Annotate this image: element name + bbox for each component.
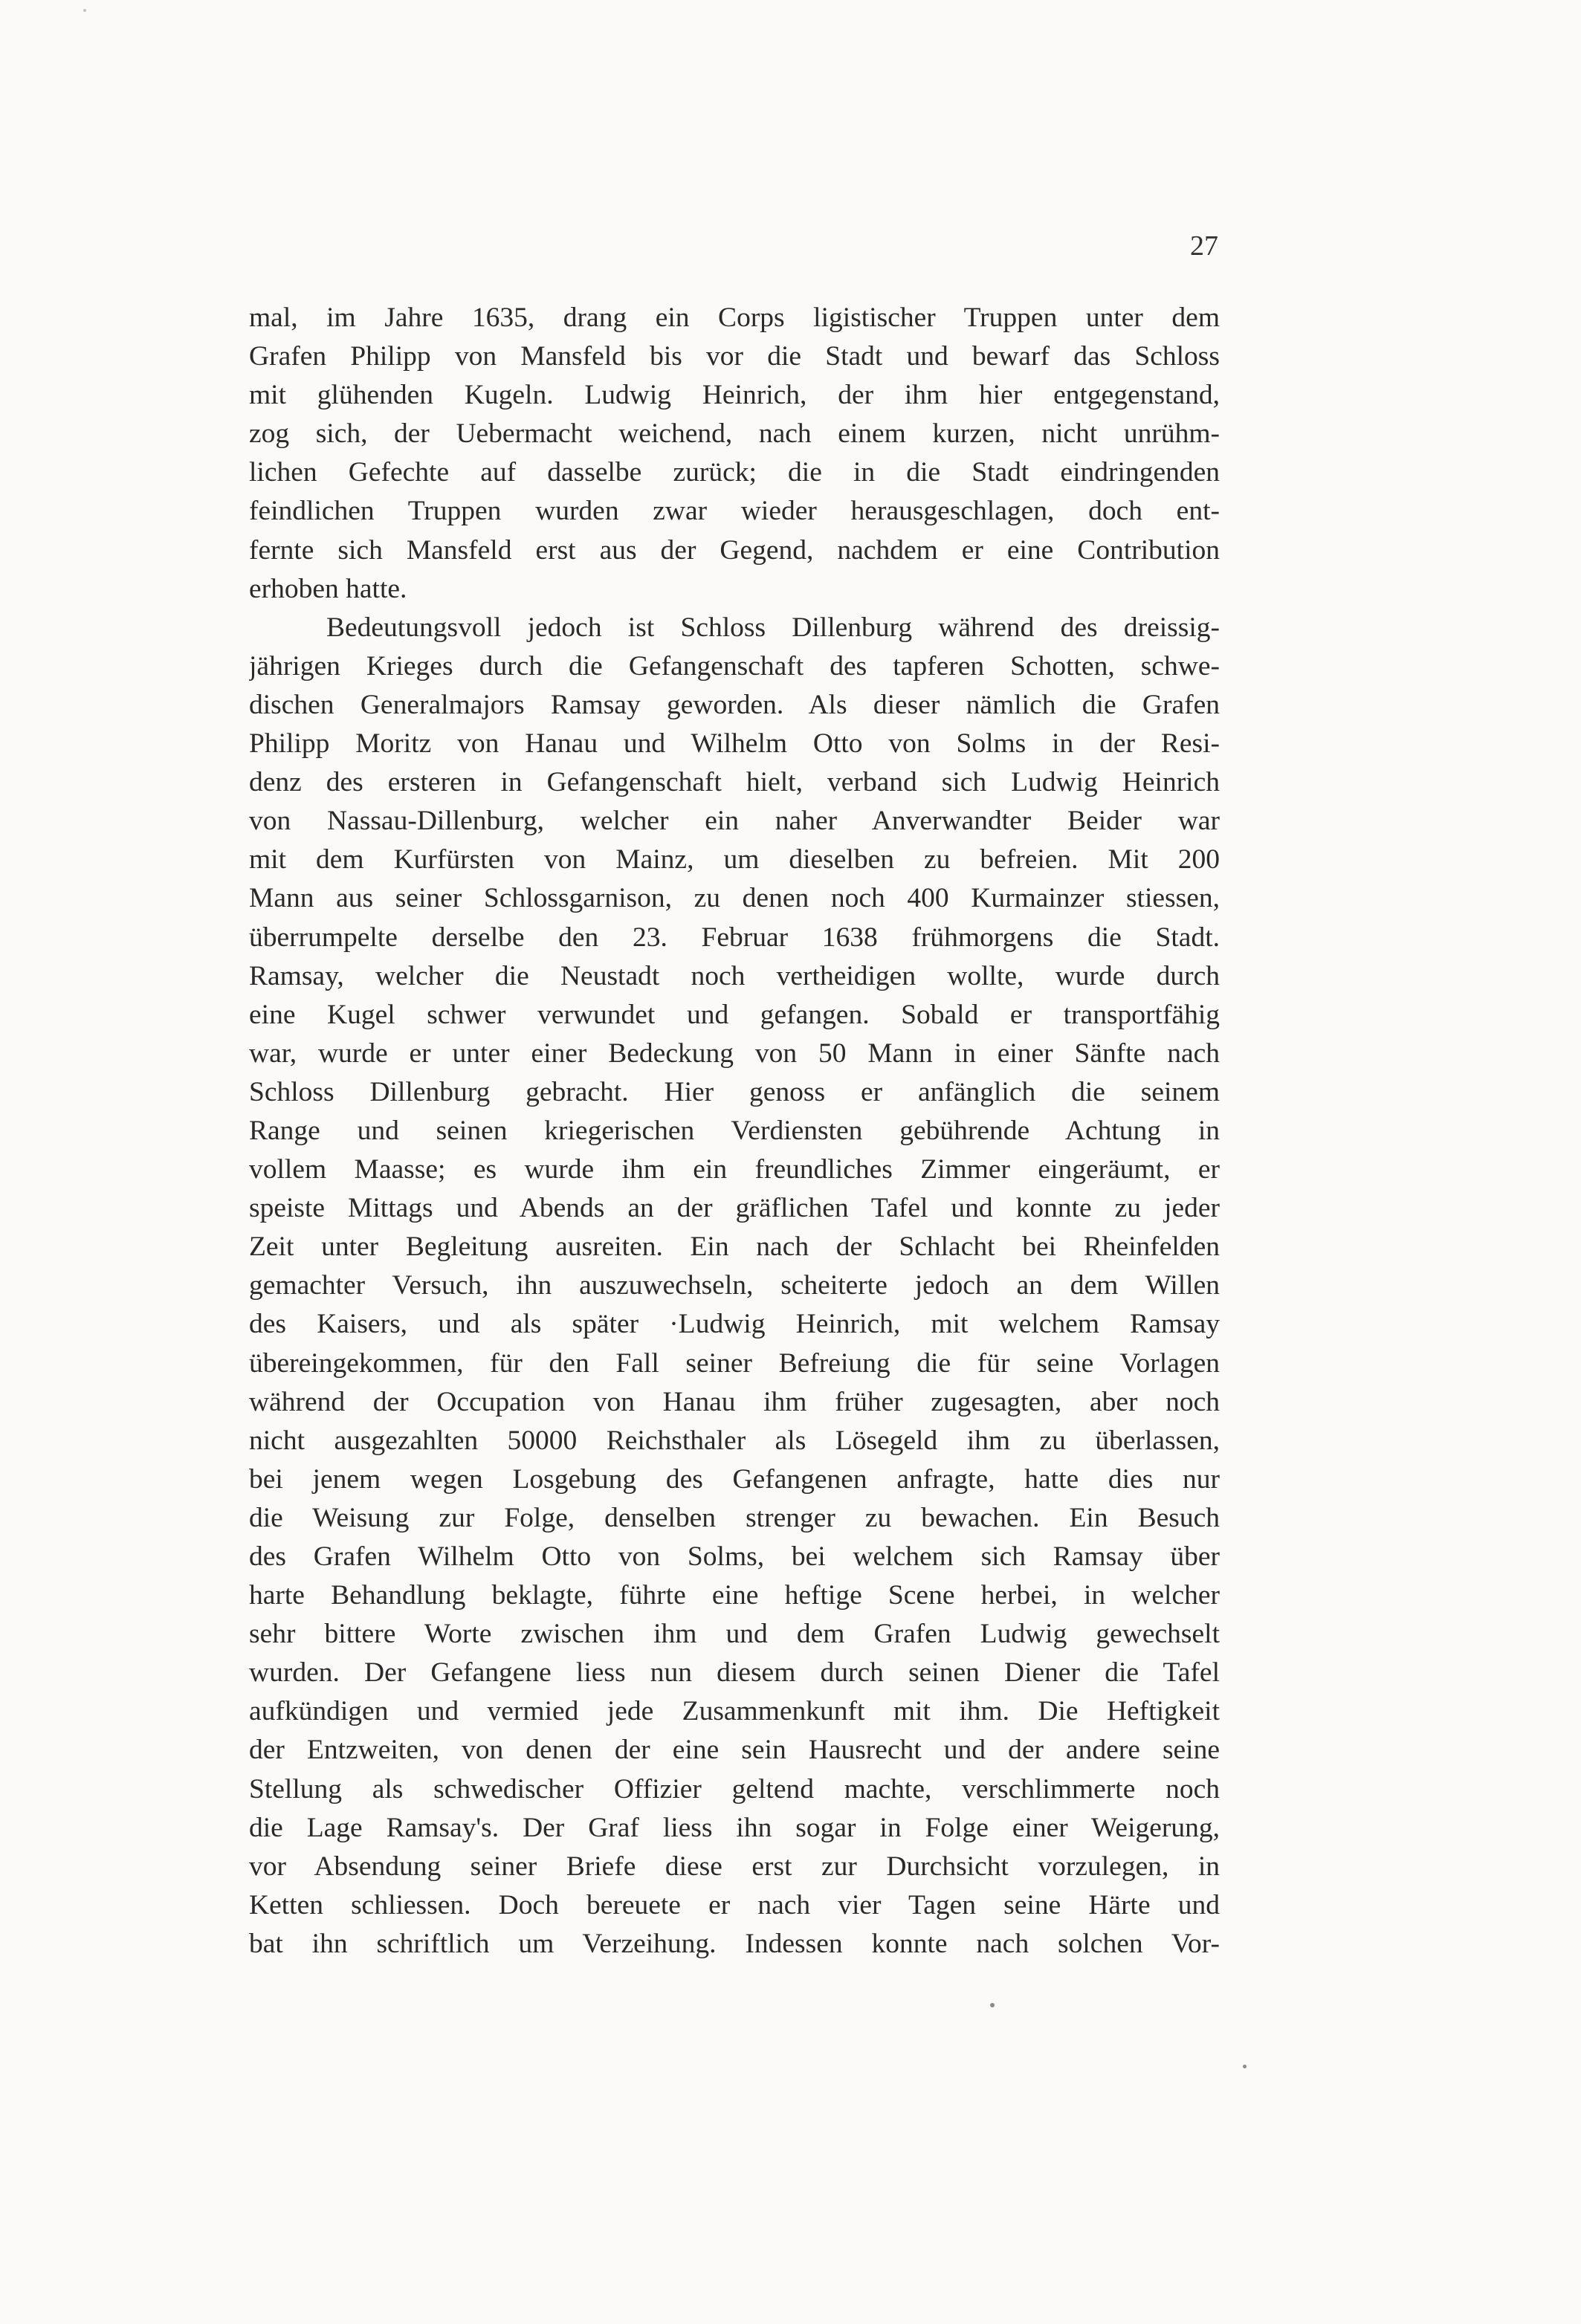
text-line: die Weisung zur Folge, denselben strenger zu bewachen. Ein Besuch (249, 1502, 1220, 1533)
scan-speck (1243, 2065, 1247, 2068)
text-line: überrumpelte derselbe den 23. Februar 1638 frühmorgens die Stadt. (249, 922, 1220, 953)
text-line: bat ihn schriftlich um Verzeihung. Indessen konnte nach solchen Vor- (249, 1928, 1220, 1959)
text-line: Range und seinen kriegerischen Verdiensten gebührende Achtung in (249, 1115, 1220, 1146)
text-line: übereingekommen, für den Fall seiner Befreiung die für seine Vorlagen (249, 1347, 1220, 1379)
text-line: harte Behandlung beklagte, führte eine heftige Scene herbei, in welcher (249, 1580, 1220, 1611)
text-line: mit dem Kurfürsten von Mainz, um dieselben zu befreien. Mit 200 (249, 844, 1220, 875)
text-line: Stellung als schwedischer Offizier geltend machte, verschlimmerte noch (249, 1773, 1220, 1805)
text-line: Zeit unter Begleitung ausreiten. Ein nach der Schlacht bei Rheinfelden (249, 1231, 1220, 1263)
text-line: mal, im Jahre 1635, drang ein Corps ligistischer Truppen unter dem (249, 302, 1220, 333)
text-line: Ramsay, welcher die Neustadt noch vertheidigen wollte, wurde durch (249, 960, 1220, 991)
text-line: denz des ersteren in Gefangenschaft hielt, verband sich Ludwig Heinrich (249, 767, 1220, 798)
text-line: wurden. Der Gefangene liess nun diesem durch seinen Diener die Tafel (249, 1657, 1220, 1689)
text-line: war, wurde er unter einer Bedeckung von 50 Mann in einer Sänfte nach (249, 1038, 1220, 1069)
scan-speck (990, 2003, 995, 2007)
text-line: dischen Generalmajors Ramsay geworden. Als dieser nämlich die Grafen (249, 689, 1220, 720)
text-line: vollem Maasse; es wurde ihm ein freundliches Zimmer eingeräumt, er (249, 1154, 1220, 1185)
text-line: Mann aus seiner Schlossgarnison, zu denen noch 400 Kurmainzer stiessen, (249, 883, 1220, 914)
text-line: bei jenem wegen Losgebung des Gefangenen anfragte, hatte dies nur (249, 1463, 1220, 1495)
text-line: des Kaisers, und als später ·Ludwig Heinrich, mit welchem Ramsay (249, 1309, 1220, 1340)
text-line: fernte sich Mansfeld erst aus der Gegend, nachdem er eine Contribution (249, 534, 1220, 566)
text-line: Grafen Philipp von Mansfeld bis vor die Stadt und bewarf das Schloss (249, 341, 1220, 372)
text-line: Philipp Moritz von Hanau und Wilhelm Otto von Solms in der Resi- (249, 728, 1220, 760)
page-number: 27 (1190, 230, 1218, 262)
paragraph-end-line: erhoben hatte. (249, 573, 407, 604)
paragraph-start-line: Bedeutungsvoll jedoch ist Schloss Dillenburg während des dreissig- (326, 612, 1220, 643)
body-text (249, 299, 1220, 1964)
text-line: des Grafen Wilhelm Otto von Solms, bei welchem sich Ramsay über (249, 1541, 1220, 1572)
text-line: lichen Gefechte auf dasselbe zurück; die in die Stadt eindringenden (249, 457, 1220, 488)
text-line: eine Kugel schwer verwundet und gefangen. Sobald er transportfähig (249, 999, 1220, 1030)
text-line: jährigen Krieges durch die Gefangenschaft des tapferen Schotten, schwe- (249, 650, 1220, 682)
text-line: von Nassau-Dillenburg, welcher ein naher Anverwandter Beider war (249, 806, 1220, 837)
text-line: mit glühenden Kugeln. Ludwig Heinrich, der ihm hier entgegenstand, (249, 380, 1220, 411)
text-line: aufkündigen und vermied jede Zusammenkunft mit ihm. Die Heftigkeit (249, 1696, 1220, 1727)
text-line: nicht ausgezahlten 50000 Reichsthaler als Lösegeld ihm zu überlassen, (249, 1425, 1220, 1456)
text-line: Schloss Dillenburg gebracht. Hier genoss er anfänglich die seinem (249, 1076, 1220, 1107)
scan-speck (83, 9, 86, 12)
text-line: vor Absendung seiner Briefe diese erst zur Durchsicht vorzulegen, in (249, 1851, 1220, 1882)
text-line: der Entzweiten, von denen der eine sein Hausrecht und der andere seine (249, 1735, 1220, 1766)
text-line: Ketten schliessen. Doch bereuete er nach vier Tagen seine Härte und (249, 1889, 1220, 1920)
text-line: die Lage Ramsay's. Der Graf liess ihn sogar in Folge einer Weigerung, (249, 1812, 1220, 1843)
text-line: gemachter Versuch, ihn auszuwechseln, scheiterte jedoch an dem Willen (249, 1270, 1220, 1301)
text-line: während der Occupation von Hanau ihm früher zugesagten, aber noch (249, 1386, 1220, 1417)
text-line: feindlichen Truppen wurden zwar wieder herausgeschlagen, doch ent- (249, 496, 1220, 527)
text-line: sehr bittere Worte zwischen ihm und dem Grafen Ludwig gewechselt (249, 1619, 1220, 1650)
text-line: zog sich, der Uebermacht weichend, nach einem kurzen, nicht unrühm- (249, 418, 1220, 450)
text-line: speiste Mittags und Abends an der gräflichen Tafel und konnte zu jeder (249, 1193, 1220, 1224)
